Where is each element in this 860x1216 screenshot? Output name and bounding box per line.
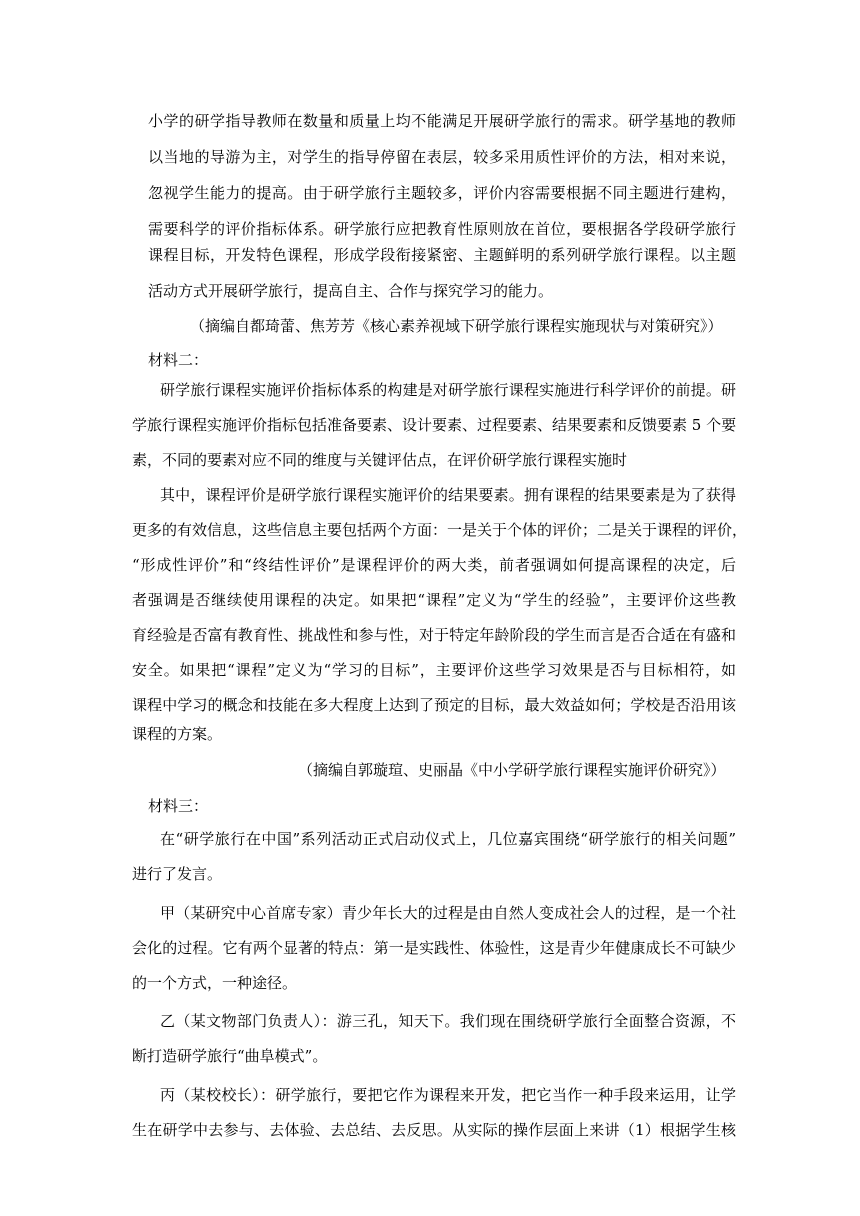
paragraph-line: 的一个方式，一种途径。 — [132, 974, 298, 992]
paragraph-line: 研学旅行课程实施评价指标体系的构建是对研学旅行课程实施进行科学评价的前提。研 — [160, 381, 736, 399]
paragraph-line: 课程目标，开发特色课程，形成学段衔接紧密、主题鲜明的系列研学旅行课程。以主题 — [148, 246, 736, 264]
paragraph-line: 丙（某校校长）：研学旅行，要把它作为课程来开发，把它当作一种手段来运用，让学 — [160, 1086, 736, 1104]
paragraph-line: “形成性评价”和“终结性评价”是课程评价的两大类，前者强调如何提高课程的决定，后 — [132, 556, 736, 574]
paragraph-line: 者强调是否继续使用课程的决定。如果把“课程”定义为“学生的经验”，主要评价这些教 — [132, 591, 736, 609]
paragraph-line: 课程的方案。 — [132, 725, 223, 743]
paragraph-line: 断打造研学旅行“曲阜模式”。 — [132, 1047, 328, 1065]
paragraph-line: 忽视学生能力的提高。由于研学旅行主题较多，评价内容需要根据不同主题进行建构， — [148, 184, 736, 202]
paragraph-line: 活动方式开展研学旅行，提高自主、合作与探究学习的能力。 — [148, 282, 554, 300]
paragraph-line: 乙（某文物部门负责人）：游三孔，知天下。我们现在围绕研学旅行全面整合资源，不 — [160, 1012, 736, 1030]
paragraph-line: 进行了发言。 — [132, 865, 223, 883]
paragraph-line: 育经验是否富有教育性、挑战性和参与性，对于特定年龄阶段的学生而言是否合适在有盛和 — [132, 626, 736, 644]
paragraph-line: 安全。如果把“课程”定义为“学习的目标”，主要评价这些学习效果是否与目标相符，如 — [132, 661, 736, 679]
paragraph-line: 在“研学旅行在中国”系列活动正式启动仪式上，几位嘉宾围绕“研学旅行的相关问题” — [160, 830, 736, 848]
paragraph-line: 更多的有效信息，这些信息主要包括两个方面：一是关于个体的评价；二是关于课程的评价， — [132, 521, 748, 539]
source-citation: （摘编自郭璇瑄、史丽晶《中小学研学旅行课程实施评价研究》） — [298, 761, 726, 779]
section-heading: 材料二： — [148, 351, 209, 369]
paragraph-line: 甲（某研究中心首席专家）青少年长大的过程是由自然人变成社会人的过程，是一个社 — [160, 904, 736, 922]
paragraph-line: 其中，课程评价是研学旅行课程实施评价的结果要素。拥有课程的结果要素是为了获得 — [160, 486, 736, 504]
paragraph-line: 生在研学中去参与、去体验、去总结、去反思。从实际的操作层面上来讲（1）根据学生核 — [132, 1121, 736, 1139]
paragraph-line: 素，不同的要素对应不同的维度与关键评估点，在评价研学旅行课程实施时 — [132, 451, 628, 469]
section-heading: 材料三： — [148, 797, 209, 815]
paragraph-line: 会化的过程。它有两个显著的特点：第一是实践性、体验性，这是青少年健康成长不可缺少 — [132, 939, 736, 957]
paragraph-line: 需要科学的评价指标体系。研学旅行应把教育性原则放在首位，要根据各学段研学旅行 — [148, 220, 736, 238]
source-citation: （摘编自都琦蕾、焦芳芳《核心素养视域下研学旅行课程实施现状与对策研究》） — [190, 317, 723, 335]
paragraph-line: 小学的研学指导教师在数量和质量上均不能满足开展研学旅行的需求。研学基地的教师 — [148, 112, 736, 130]
paragraph-line: 以当地的导游为主，对学生的指导停留在表层，较多采用质性评价的方法，相对来说， — [148, 148, 736, 166]
paragraph-line: 学旅行课程实施评价指标包括准备要素、设计要素、过程要素、结果要素和反馈要素 5 个要 — [132, 416, 737, 434]
paragraph-line: 课程中学习的概念和技能在多大程度上达到了预定的目标，最大效益如何；学校是否沿用该 — [132, 696, 736, 714]
